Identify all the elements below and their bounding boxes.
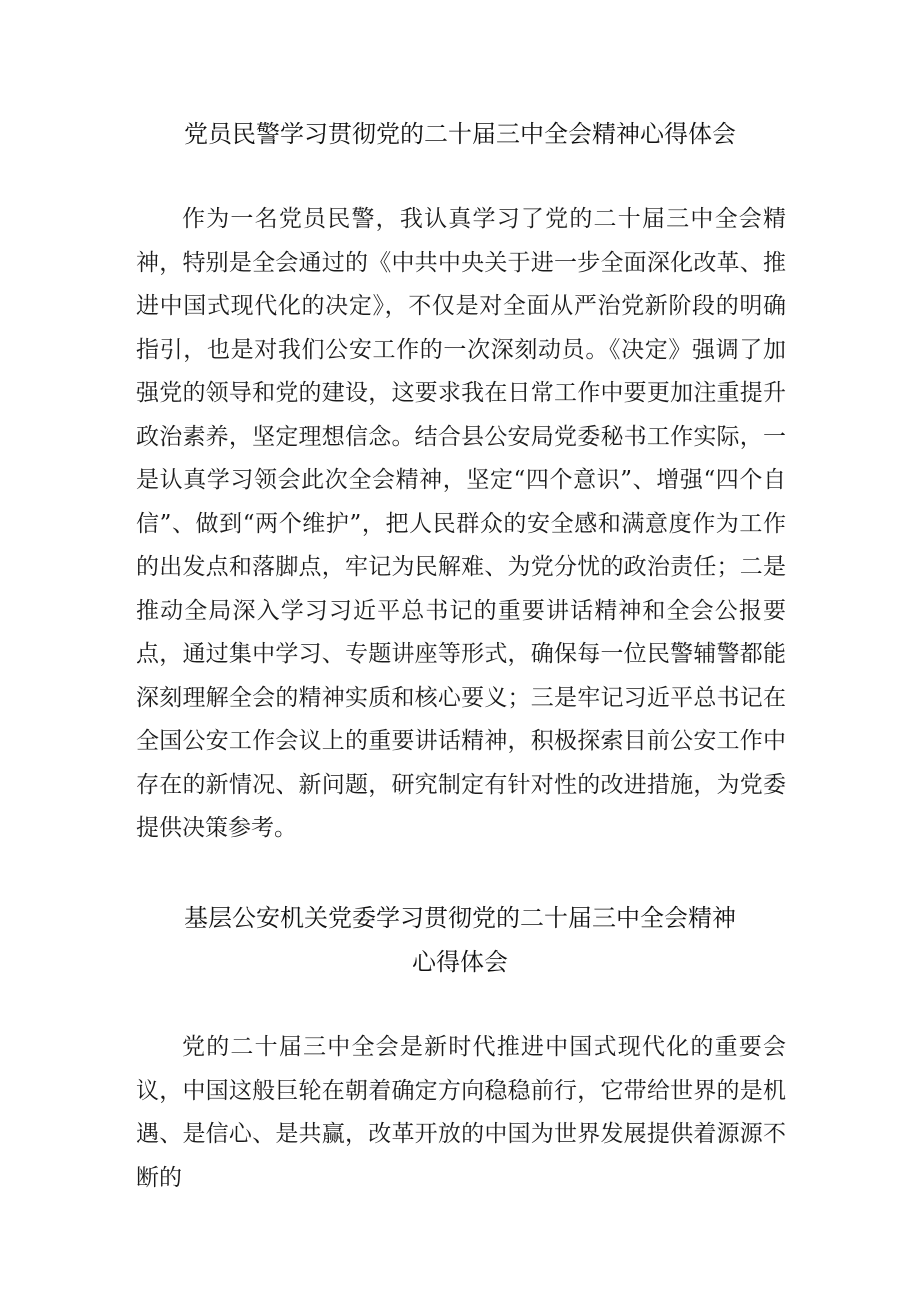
article1-paragraph: 作为一名党员民警，我认真学习了党的二十届三中全会精神，特别是全会通过的《中共中央关于进一步全面深化改革、推进中国式现代化的决定》，不仅是对全面从严治党新阶段的明确指引，也是对我们公安工作的一次深刻动员。《决定》强调了加强党的领导和党的建设，这要求我在日常工作中要更加注重提升政治素养，坚定理想信念。结合县公安局党委秘书工作实际，一是认真学习领会此次全会精神，坚定“四个意识”、增强“四个自信”、做到“两个维护”，把人民群众的安全感和满意度作为工作的出发点和落脚点，牢记为民解难、为党分忧的政治责任；二是推动全局深入学习习近平总书记的重要讲话精神和全会公报要点，通过集中学习、专题讲座等形式，确保每一位民警辅警都能深刻理解全会的精神实质和核心要义；三是牢记习近平总书记在全国公安工作会议上的重要讲话精神，积极探索目前公安工作中存在的新情况、新问题，研究制定有针对性的改进措施，为党委提供决策参考。 [136,206,786,841]
article2-paragraph: 党的二十届三中全会是新时代推进中国式现代化的重要会议，中国这般巨轮在朝着确定方向稳稳前行，它带给世界的是机遇、是信心、是共赢，改革开放的中国为世界发展提供着源源不断的 [136,1034,786,1191]
article2-title [0,896,920,984]
article1-title: 党员民警学习贯彻党的二十届三中全会精神心得体会 [184,120,736,148]
article2-title-line1: 基层公安机关党委学习贯彻党的二十届三中全会精神 [184,904,736,932]
article2-title-line2: 心得体会 [412,948,508,976]
